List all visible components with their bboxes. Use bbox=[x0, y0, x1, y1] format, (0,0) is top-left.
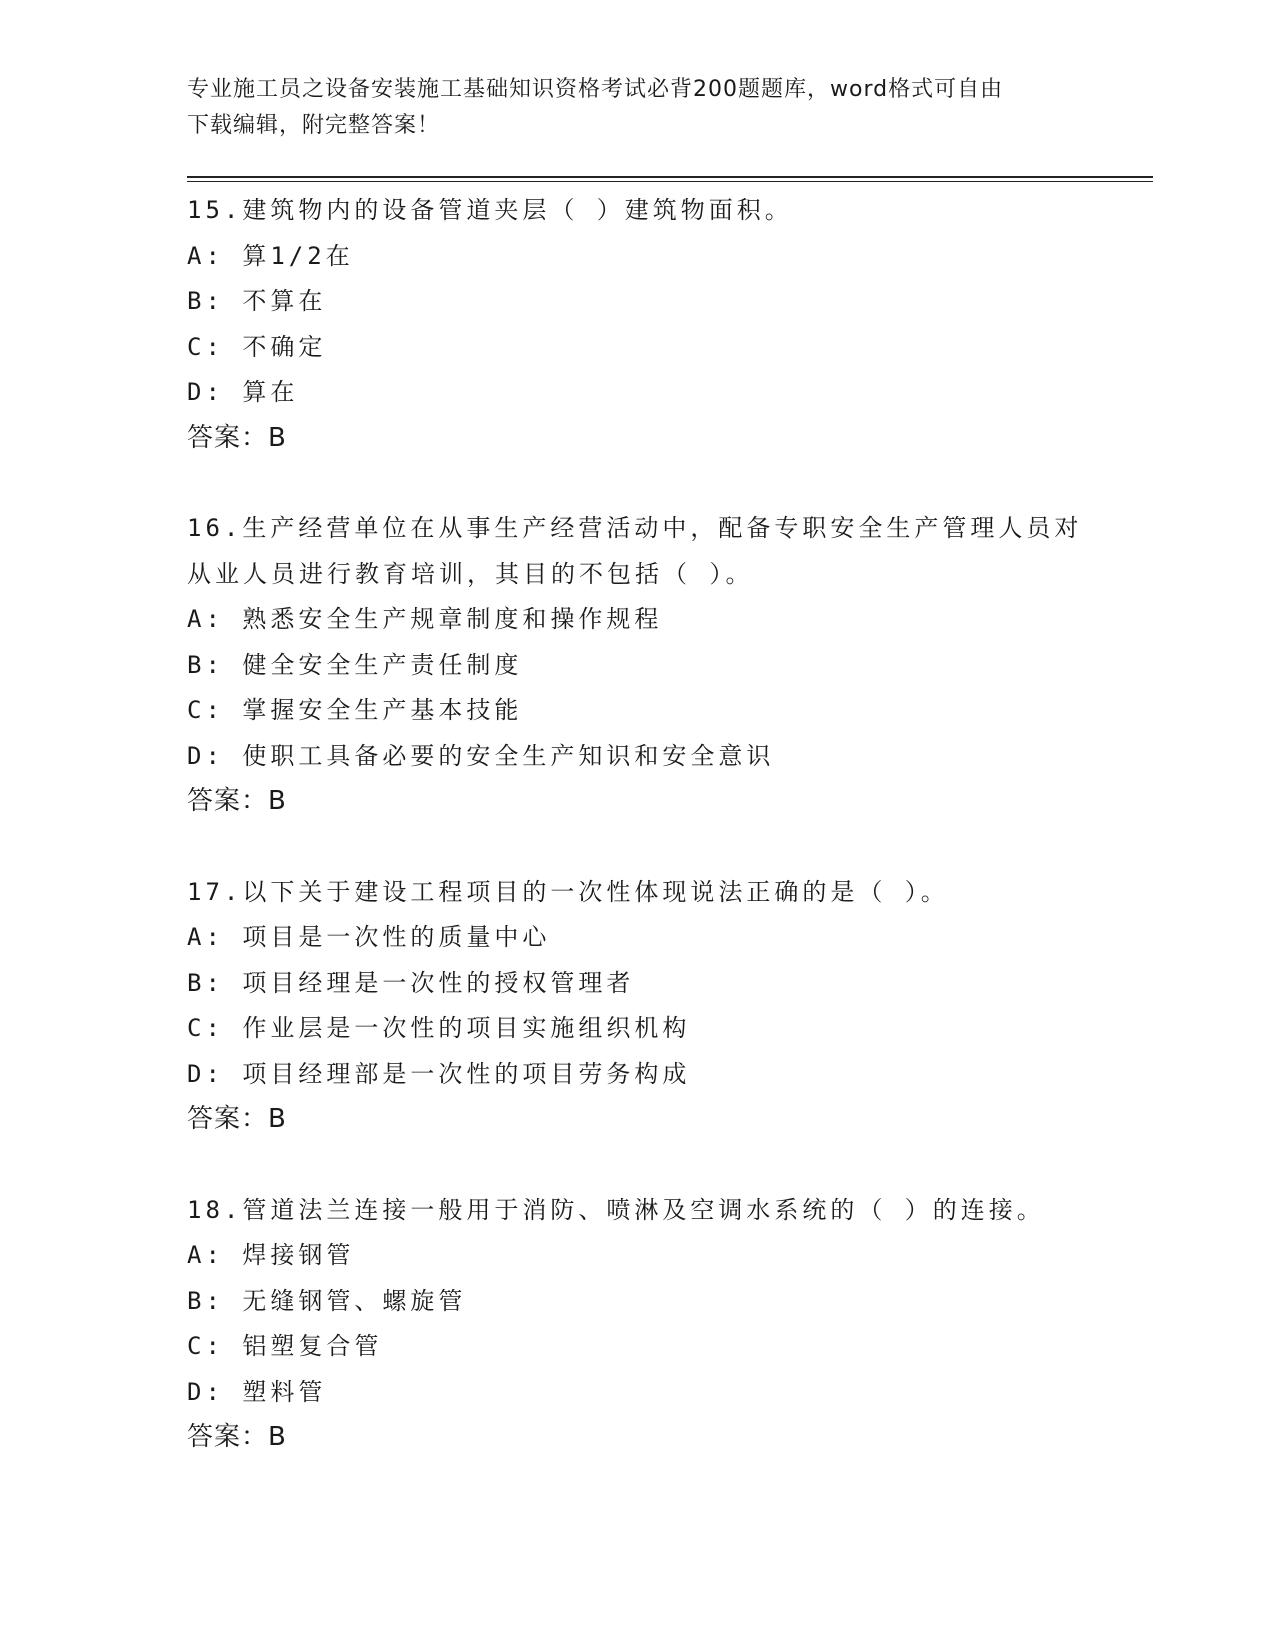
option-a: A: 算1/2在 bbox=[187, 241, 354, 270]
question-spacer bbox=[187, 461, 1087, 506]
question-16 bbox=[187, 506, 1087, 825]
document-header bbox=[187, 72, 1067, 144]
header-line-2: 下载编辑，附完整答案！ bbox=[187, 113, 441, 138]
question-stem: 18.管道法兰连接一般用于消防、喷淋及空调水系统的（ ）的连接。 bbox=[187, 1195, 1045, 1224]
option-b: B: 无缝钢管、螺旋管 bbox=[187, 1286, 467, 1315]
option-b: B: 健全安全生产责任制度 bbox=[187, 650, 523, 679]
question-15 bbox=[187, 188, 1087, 461]
option-d: D: 塑料管 bbox=[187, 1377, 327, 1406]
answer-text: 答案：B bbox=[187, 1104, 287, 1134]
header-line-1: 专业施工员之设备安装施工基础知识资格考试必背200题题库，word格式可自由 bbox=[187, 77, 1004, 102]
question-spacer bbox=[187, 1143, 1087, 1188]
header-divider-thick bbox=[187, 176, 1153, 178]
option-b: B: 项目经理是一次性的授权管理者 bbox=[187, 968, 635, 997]
option-a: A: 项目是一次性的质量中心 bbox=[187, 923, 551, 951]
option-a: A: 熟悉安全生产规章制度和操作规程 bbox=[187, 605, 663, 633]
question-18 bbox=[187, 1188, 1087, 1461]
answer-text: 答案：B bbox=[187, 786, 287, 816]
question-spacer bbox=[187, 825, 1087, 870]
option-c: C: 作业层是一次性的项目实施组织机构 bbox=[187, 1014, 691, 1042]
option-d: D: 使职工具备必要的安全生产知识和安全意识 bbox=[187, 741, 775, 770]
option-d: D: 项目经理部是一次性的项目劳务构成 bbox=[187, 1059, 691, 1088]
option-a: A: 焊接钢管 bbox=[187, 1241, 355, 1269]
option-b: B: 不算在 bbox=[187, 287, 327, 315]
answer-text: 答案：B bbox=[187, 422, 287, 453]
question-stem: 16.生产经营单位在从事生产经营活动中，配备专职安全生产管理人员对从业人员进行教育培训，其目的不包括（ ）。 bbox=[187, 514, 1083, 588]
option-c: C: 不确定 bbox=[187, 332, 327, 361]
question-stem: 17.以下关于建设工程项目的一次性体现说法正确的是（ ）。 bbox=[187, 877, 949, 906]
option-c: C: 掌握安全生产基本技能 bbox=[187, 696, 523, 724]
answer-text: 答案：B bbox=[187, 1422, 287, 1452]
header-divider-thin bbox=[187, 181, 1153, 182]
option-d: D: 算在 bbox=[187, 378, 299, 406]
question-stem: 15.建筑物内的设备管道夹层（ ）建筑物面积。 bbox=[187, 196, 793, 224]
question-list bbox=[187, 188, 1087, 1461]
option-c: C: 铝塑复合管 bbox=[187, 1332, 383, 1360]
question-17 bbox=[187, 870, 1087, 1143]
